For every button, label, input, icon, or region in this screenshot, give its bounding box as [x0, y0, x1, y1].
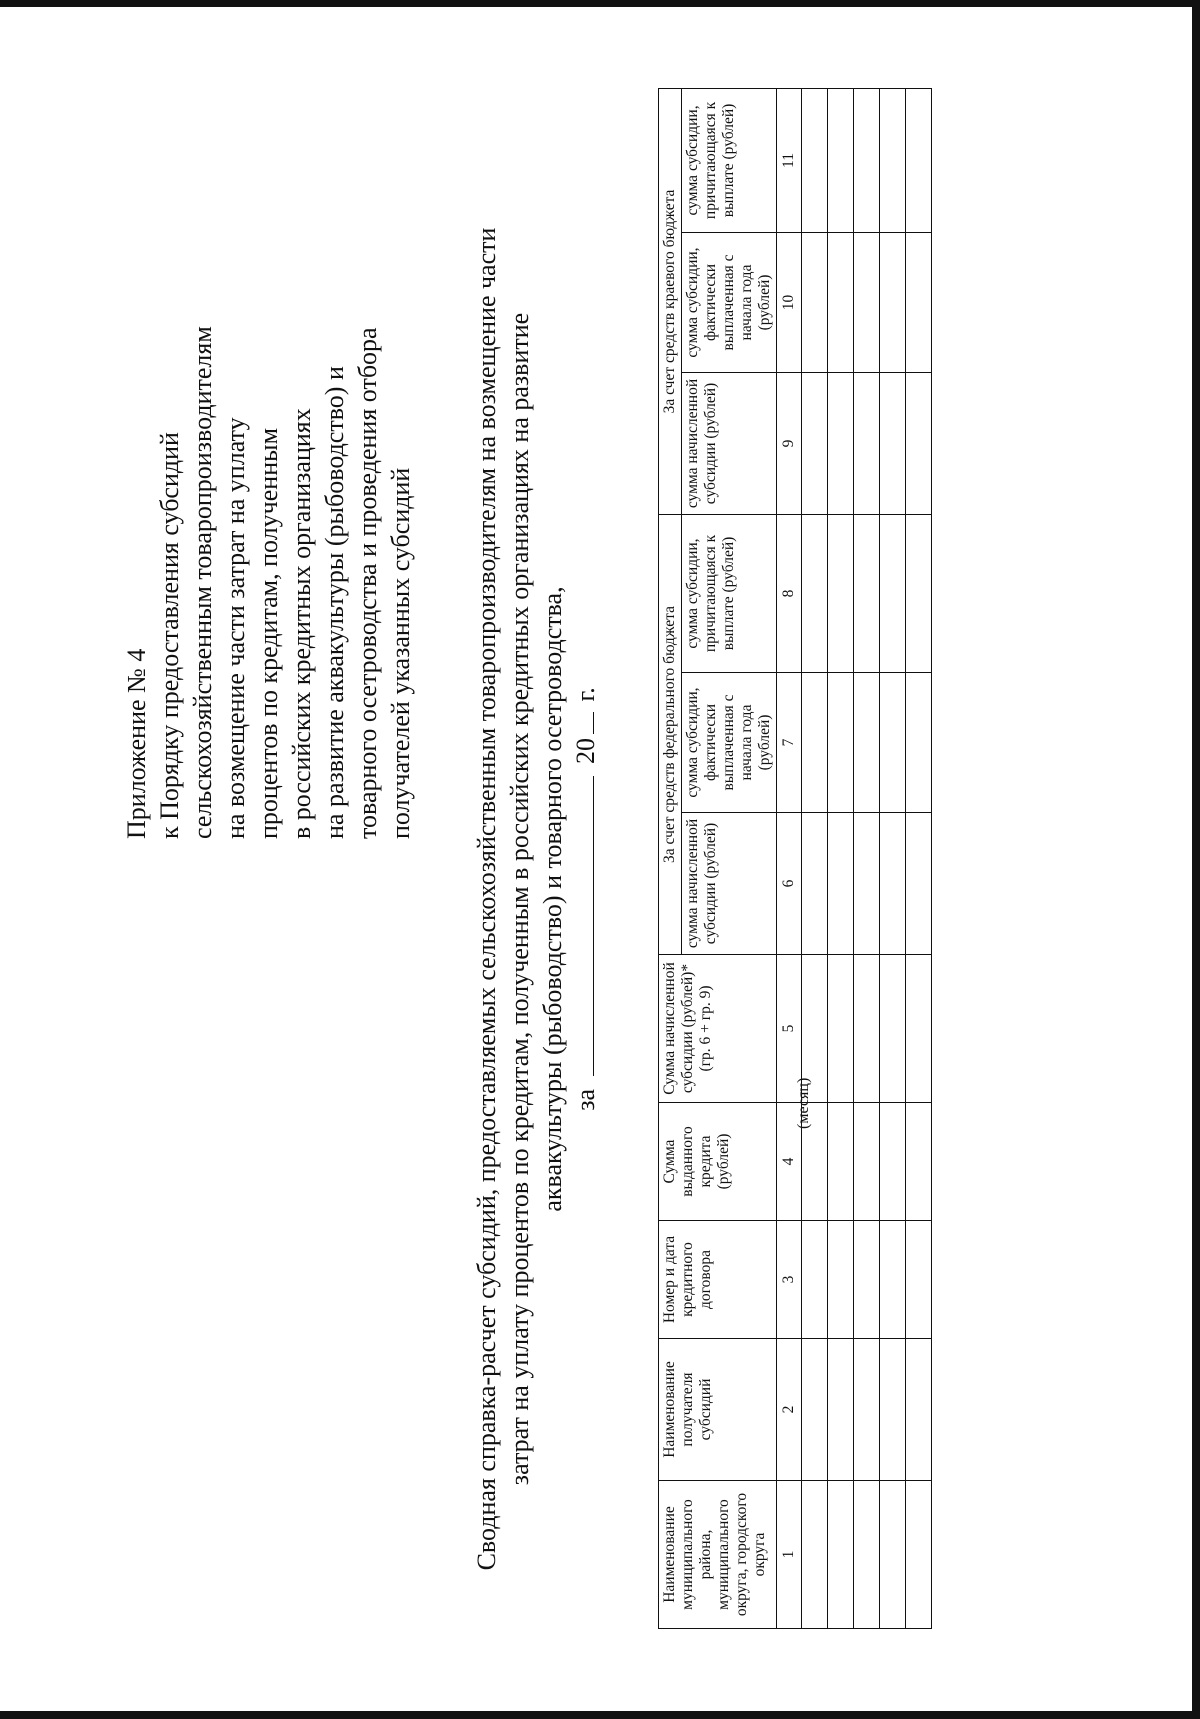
table-cell[interactable]	[880, 1103, 906, 1221]
year-blank-field[interactable]	[571, 712, 594, 734]
table-cell[interactable]	[802, 88, 828, 232]
document-title	[470, 149, 602, 1649]
period-prefix: за	[571, 1088, 600, 1111]
column-number: 8	[777, 515, 802, 673]
table-cell[interactable]	[880, 1481, 906, 1629]
table-cell[interactable]	[828, 1221, 854, 1339]
annex-line: на развитие аквакультуры (рыбоводство) и	[320, 366, 349, 839]
table-cell[interactable]	[906, 515, 932, 673]
table-cell[interactable]	[880, 233, 906, 373]
column-number: 9	[777, 373, 802, 515]
title-line-3: аквакультуры (рыбоводство) и товарного осетроводства,	[538, 586, 567, 1212]
header-accrued-total: Сумма начисленной субсидии (рублей)* (гр. 6 + гр. 9)	[659, 955, 777, 1103]
table-cell[interactable]	[802, 1339, 828, 1481]
table-cell[interactable]	[802, 1221, 828, 1339]
header-federal-accrued: сумма начисленной субсидии (рублей)	[682, 813, 777, 955]
column-number: 1	[777, 1481, 802, 1629]
table-cell[interactable]	[828, 1481, 854, 1629]
column-number: 7	[777, 673, 802, 813]
column-number: 6	[777, 813, 802, 955]
annex-line: товарного осетроводства и проведения отбора	[353, 327, 382, 839]
month-caption: (месяц)	[795, 1077, 812, 1129]
column-number: 11	[777, 88, 802, 232]
column-number: 4	[777, 1103, 802, 1221]
table-cell[interactable]	[906, 88, 932, 232]
table-cell[interactable]	[828, 1339, 854, 1481]
table-cell[interactable]	[906, 1339, 932, 1481]
table-cell[interactable]	[802, 373, 828, 515]
table-cell[interactable]	[906, 1221, 932, 1339]
table-cell[interactable]	[828, 813, 854, 955]
table-cell[interactable]	[854, 673, 880, 813]
table-row-empty	[880, 88, 906, 1628]
header-federal-due: сумма субсидии, причитающаяся к выплате (рублей)	[682, 515, 777, 673]
header-federal-paid: сумма субсидии, фактически выплаченная с начала года (рублей)	[682, 673, 777, 813]
table-cell[interactable]	[906, 1103, 932, 1221]
table-cell[interactable]	[854, 1221, 880, 1339]
table-cell[interactable]	[828, 515, 854, 673]
header-regional-budget: За счет средств краевого бюджета	[659, 88, 682, 514]
header-regional-accrued: сумма начисленной субсидии (рублей)	[682, 373, 777, 515]
annex-line: процентов по кредитам, полученным	[254, 427, 283, 839]
table-cell[interactable]	[906, 373, 932, 515]
table-row-empty	[802, 88, 828, 1628]
annex-line: в российских кредитных организациях	[287, 408, 316, 839]
table-cell[interactable]	[854, 233, 880, 373]
table-cell[interactable]	[880, 88, 906, 232]
table-cell[interactable]	[802, 673, 828, 813]
column-number: 3	[777, 1221, 802, 1339]
table-cell[interactable]	[880, 813, 906, 955]
table-cell[interactable]	[906, 813, 932, 955]
table-cell[interactable]	[802, 813, 828, 955]
table-cell[interactable]	[880, 955, 906, 1103]
subsidy-calculation-table	[658, 88, 932, 1629]
title-line-1: Сводная справка-расчет субсидий, предоставляемых сельскохозяйственным товаропроизводителям на возмещение части	[472, 227, 501, 1571]
header-contract: Номер и дата кредитного договора	[659, 1221, 777, 1339]
table-cell[interactable]	[802, 955, 828, 1103]
table-row-empty	[854, 88, 880, 1628]
table-cell[interactable]	[880, 1221, 906, 1339]
table-cell[interactable]	[828, 233, 854, 373]
annex-line: Приложение № 4	[122, 648, 151, 839]
header-loan-amount: Сумма выданного кредита (рублей)	[659, 1103, 777, 1221]
table-cell[interactable]	[854, 955, 880, 1103]
table-cell[interactable]	[854, 1481, 880, 1629]
table-cell[interactable]	[854, 88, 880, 232]
column-number: 2	[777, 1339, 802, 1481]
annex-line: к Порядку предоставления субсидий	[155, 432, 184, 839]
table-cell[interactable]	[880, 1339, 906, 1481]
table-cell[interactable]	[854, 813, 880, 955]
table-cell[interactable]	[880, 673, 906, 813]
header-recipient: Наименование получателя субсидий	[659, 1339, 777, 1481]
table-cell[interactable]	[802, 233, 828, 373]
header-regional-paid: сумма субсидии, фактически выплаченная с начала года (рублей)	[682, 233, 777, 373]
table-cell[interactable]	[880, 373, 906, 515]
table-cell[interactable]	[906, 233, 932, 373]
year-prefix: 20	[571, 737, 600, 764]
annex-line: сельскохозяйственным товаропроизводителям	[188, 326, 217, 839]
header-federal-budget: За счет средств федерального бюджета	[659, 515, 682, 955]
column-number-row	[777, 88, 802, 1628]
year-suffix: г.	[571, 687, 600, 702]
annex-header	[120, 79, 417, 839]
title-line-2: затрат на уплату процентов по кредитам, полученным в российских кредитных организациях на развитие	[505, 312, 534, 1486]
table-cell[interactable]	[854, 515, 880, 673]
table-cell[interactable]	[854, 1103, 880, 1221]
table-cell[interactable]	[854, 373, 880, 515]
table-cell[interactable]	[906, 1481, 932, 1629]
period-line	[569, 687, 602, 1111]
column-number: 5	[777, 955, 802, 1103]
table-row-empty	[906, 88, 932, 1628]
table-cell[interactable]	[802, 1481, 828, 1629]
table-cell[interactable]	[828, 673, 854, 813]
table-row-empty	[828, 88, 854, 1628]
header-row-groups	[659, 88, 682, 1628]
table-cell[interactable]	[802, 515, 828, 673]
table-cell[interactable]	[880, 515, 906, 673]
table-cell[interactable]	[906, 955, 932, 1103]
table-cell[interactable]	[828, 373, 854, 515]
table-cell[interactable]	[828, 955, 854, 1103]
annex-line: получателей указанных субсидий	[386, 467, 415, 839]
table-cell[interactable]	[828, 1103, 854, 1221]
header-municipality: Наименование муниципального района, муниципального округа, городского округа	[659, 1481, 777, 1629]
month-blank-field[interactable]	[571, 776, 594, 1076]
table-cell[interactable]	[828, 88, 854, 232]
table-cell[interactable]	[906, 673, 932, 813]
table-cell[interactable]	[854, 1339, 880, 1481]
column-number: 10	[777, 233, 802, 373]
annex-line: на возмещение части затрат на уплату	[221, 417, 250, 839]
table-cell[interactable]	[802, 1103, 828, 1221]
header-regional-due: сумма субсидии, причитающаяся к выплате (рублей)	[682, 88, 777, 232]
